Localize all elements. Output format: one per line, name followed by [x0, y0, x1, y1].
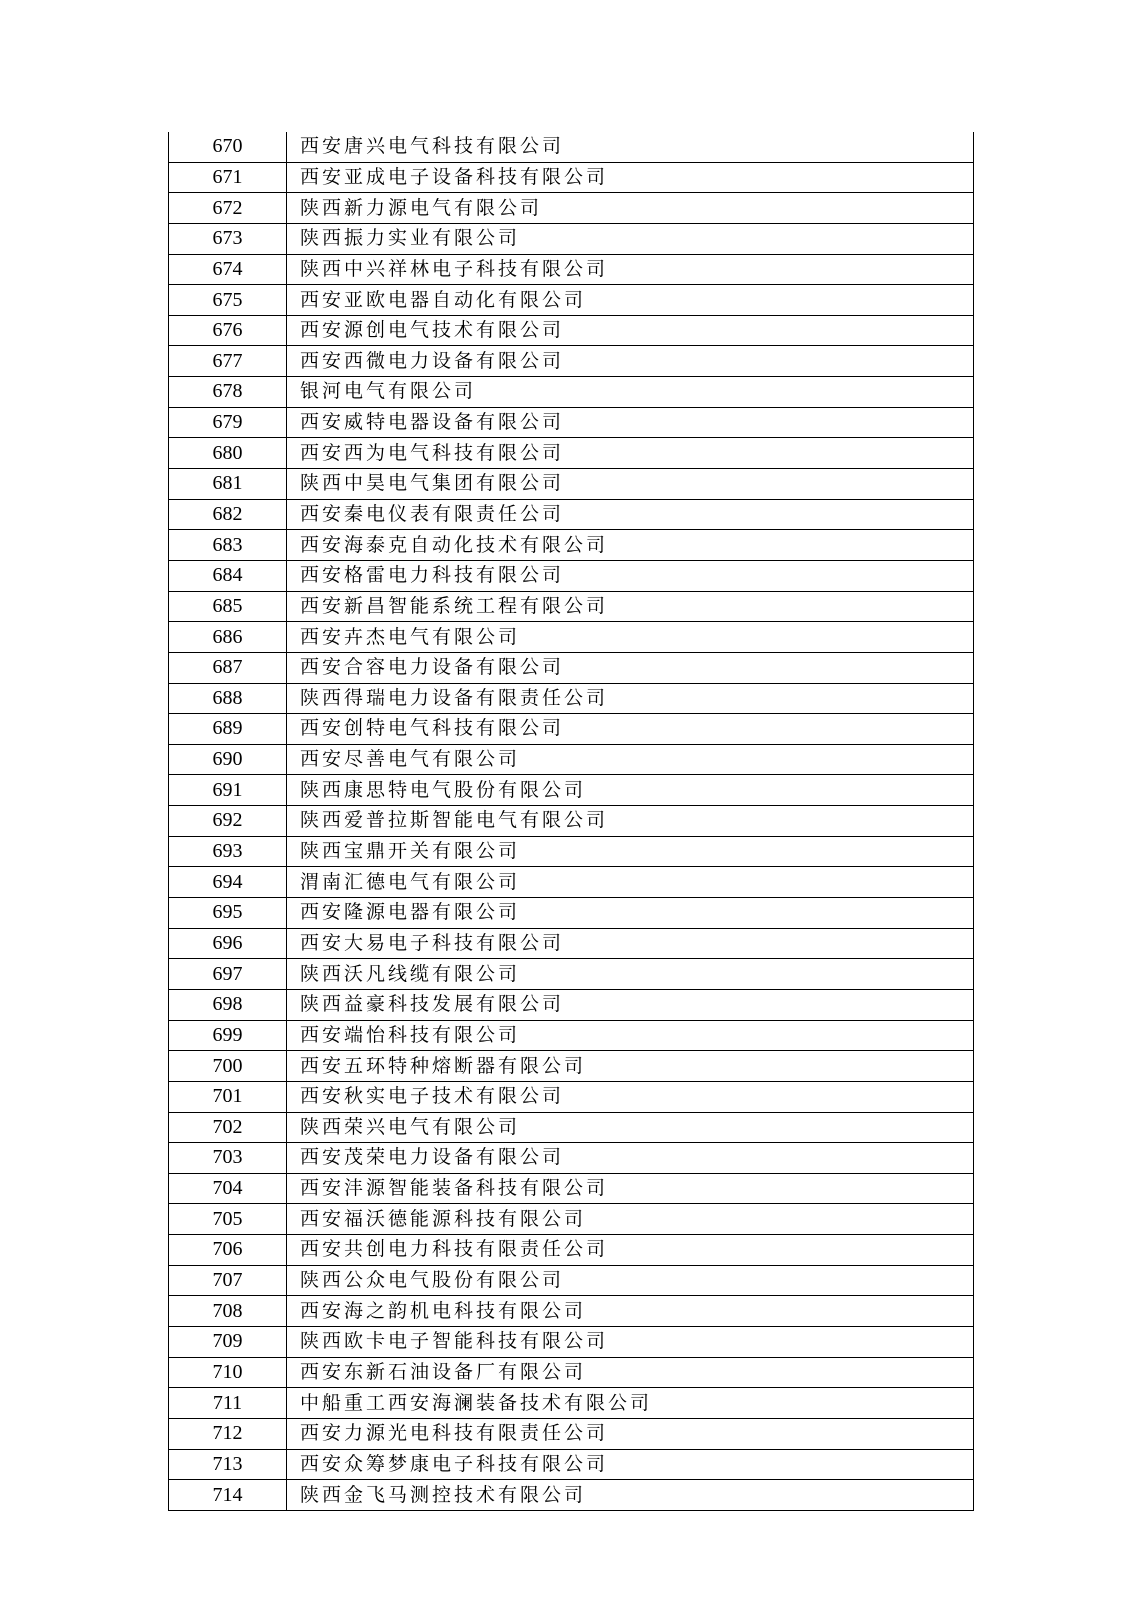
company-list-page: [168, 132, 973, 1511]
row-number: 680: [169, 438, 287, 469]
company-list-body: [169, 132, 974, 1510]
table-row: [169, 1173, 974, 1204]
table-row: [169, 1326, 974, 1357]
row-number: 683: [169, 530, 287, 561]
row-number: 685: [169, 591, 287, 622]
table-row: [169, 530, 974, 561]
company-name: 西安唐兴电气科技有限公司: [287, 132, 974, 162]
company-name: 西安尽善电气有限公司: [287, 744, 974, 775]
row-number: 686: [169, 622, 287, 653]
row-number: 702: [169, 1112, 287, 1143]
table-row: [169, 407, 974, 438]
company-name: 西安新昌智能系统工程有限公司: [287, 591, 974, 622]
row-number: 675: [169, 285, 287, 316]
table-row: [169, 1143, 974, 1174]
table-row: [169, 652, 974, 683]
table-row: [169, 1449, 974, 1480]
table-row: [169, 315, 974, 346]
row-number: 672: [169, 193, 287, 224]
table-row: [169, 836, 974, 867]
row-number: 711: [169, 1388, 287, 1419]
company-name: 西安众筹梦康电子科技有限公司: [287, 1449, 974, 1480]
row-number: 690: [169, 744, 287, 775]
row-number: 681: [169, 469, 287, 500]
company-name: 陕西益豪科技发展有限公司: [287, 989, 974, 1020]
table-row: [169, 683, 974, 714]
company-name: 陕西欧卡电子智能科技有限公司: [287, 1326, 974, 1357]
row-number: 670: [169, 132, 287, 162]
row-number: 691: [169, 775, 287, 806]
table-row: [169, 254, 974, 285]
row-number: 671: [169, 162, 287, 193]
table-row: [169, 959, 974, 990]
company-name: 西安福沃德能源科技有限公司: [287, 1204, 974, 1235]
company-name: 西安海泰克自动化技术有限公司: [287, 530, 974, 561]
table-row: [169, 1357, 974, 1388]
company-name: 西安源创电气技术有限公司: [287, 315, 974, 346]
row-number: 701: [169, 1081, 287, 1112]
table-row: [169, 193, 974, 224]
table-row: [169, 1051, 974, 1082]
company-name: 西安合容电力设备有限公司: [287, 652, 974, 683]
table-row: [169, 867, 974, 898]
row-number: 713: [169, 1449, 287, 1480]
row-number: 708: [169, 1296, 287, 1327]
company-name: 西安卉杰电气有限公司: [287, 622, 974, 653]
table-row: [169, 162, 974, 193]
row-number: 695: [169, 898, 287, 929]
row-number: 684: [169, 560, 287, 591]
table-row: [169, 1480, 974, 1511]
row-number: 714: [169, 1480, 287, 1511]
company-name: 西安茂荣电力设备有限公司: [287, 1143, 974, 1174]
company-name: 西安亚成电子设备科技有限公司: [287, 162, 974, 193]
company-name: 西安东新石油设备厂有限公司: [287, 1357, 974, 1388]
company-name: 陕西宝鼎开关有限公司: [287, 836, 974, 867]
table-row: [169, 1296, 974, 1327]
table-row: [169, 377, 974, 408]
table-row: [169, 1204, 974, 1235]
table-row: [169, 714, 974, 745]
company-name: 银河电气有限公司: [287, 377, 974, 408]
row-number: 692: [169, 806, 287, 837]
row-number: 694: [169, 867, 287, 898]
company-name: 陕西沃凡线缆有限公司: [287, 959, 974, 990]
table-row: [169, 132, 974, 162]
table-row: [169, 591, 974, 622]
company-name: 西安沣源智能装备科技有限公司: [287, 1173, 974, 1204]
company-name: 西安格雷电力科技有限公司: [287, 560, 974, 591]
company-list-table: [168, 132, 974, 1511]
row-number: 693: [169, 836, 287, 867]
company-name: 西安威特电器设备有限公司: [287, 407, 974, 438]
table-row: [169, 806, 974, 837]
company-name: 西安大易电子科技有限公司: [287, 928, 974, 959]
company-name: 西安西微电力设备有限公司: [287, 346, 974, 377]
company-name: 陕西得瑞电力设备有限责任公司: [287, 683, 974, 714]
company-name: 陕西爱普拉斯智能电气有限公司: [287, 806, 974, 837]
row-number: 688: [169, 683, 287, 714]
table-row: [169, 285, 974, 316]
company-name: 渭南汇德电气有限公司: [287, 867, 974, 898]
table-row: [169, 1081, 974, 1112]
row-number: 709: [169, 1326, 287, 1357]
table-row: [169, 989, 974, 1020]
table-row: [169, 898, 974, 929]
company-name: 西安创特电气科技有限公司: [287, 714, 974, 745]
row-number: 696: [169, 928, 287, 959]
company-name: 陕西振力实业有限公司: [287, 223, 974, 254]
company-name: 西安隆源电器有限公司: [287, 898, 974, 929]
company-name: 陕西中昊电气集团有限公司: [287, 469, 974, 500]
row-number: 687: [169, 652, 287, 683]
row-number: 704: [169, 1173, 287, 1204]
company-name: 西安秋实电子技术有限公司: [287, 1081, 974, 1112]
row-number: 682: [169, 499, 287, 530]
company-name: 陕西新力源电气有限公司: [287, 193, 974, 224]
table-row: [169, 1388, 974, 1419]
table-row: [169, 346, 974, 377]
table-row: [169, 438, 974, 469]
row-number: 677: [169, 346, 287, 377]
row-number: 674: [169, 254, 287, 285]
row-number: 710: [169, 1357, 287, 1388]
row-number: 703: [169, 1143, 287, 1174]
table-row: [169, 744, 974, 775]
company-name: 陕西中兴祥林电子科技有限公司: [287, 254, 974, 285]
table-row: [169, 1418, 974, 1449]
table-row: [169, 223, 974, 254]
table-row: [169, 1235, 974, 1266]
row-number: 707: [169, 1265, 287, 1296]
row-number: 673: [169, 223, 287, 254]
table-row: [169, 499, 974, 530]
row-number: 679: [169, 407, 287, 438]
table-row: [169, 469, 974, 500]
row-number: 698: [169, 989, 287, 1020]
company-name: 西安端怡科技有限公司: [287, 1020, 974, 1051]
row-number: 697: [169, 959, 287, 990]
row-number: 689: [169, 714, 287, 745]
row-number: 706: [169, 1235, 287, 1266]
row-number: 700: [169, 1051, 287, 1082]
table-row: [169, 622, 974, 653]
company-name: 西安亚欧电器自动化有限公司: [287, 285, 974, 316]
table-row: [169, 560, 974, 591]
table-row: [169, 1020, 974, 1051]
company-name: 西安秦电仪表有限责任公司: [287, 499, 974, 530]
company-name: 西安五环特种熔断器有限公司: [287, 1051, 974, 1082]
row-number: 705: [169, 1204, 287, 1235]
row-number: 712: [169, 1418, 287, 1449]
table-row: [169, 775, 974, 806]
company-name: 西安共创电力科技有限责任公司: [287, 1235, 974, 1266]
company-name: 中船重工西安海澜装备技术有限公司: [287, 1388, 974, 1419]
company-name: 西安力源光电科技有限责任公司: [287, 1418, 974, 1449]
row-number: 699: [169, 1020, 287, 1051]
table-row: [169, 1112, 974, 1143]
row-number: 678: [169, 377, 287, 408]
table-row: [169, 928, 974, 959]
company-name: 西安西为电气科技有限公司: [287, 438, 974, 469]
company-name: 西安海之韵机电科技有限公司: [287, 1296, 974, 1327]
company-name: 陕西公众电气股份有限公司: [287, 1265, 974, 1296]
company-name: 陕西荣兴电气有限公司: [287, 1112, 974, 1143]
company-name: 陕西金飞马测控技术有限公司: [287, 1480, 974, 1511]
row-number: 676: [169, 315, 287, 346]
table-row: [169, 1265, 974, 1296]
company-name: 陕西康思特电气股份有限公司: [287, 775, 974, 806]
